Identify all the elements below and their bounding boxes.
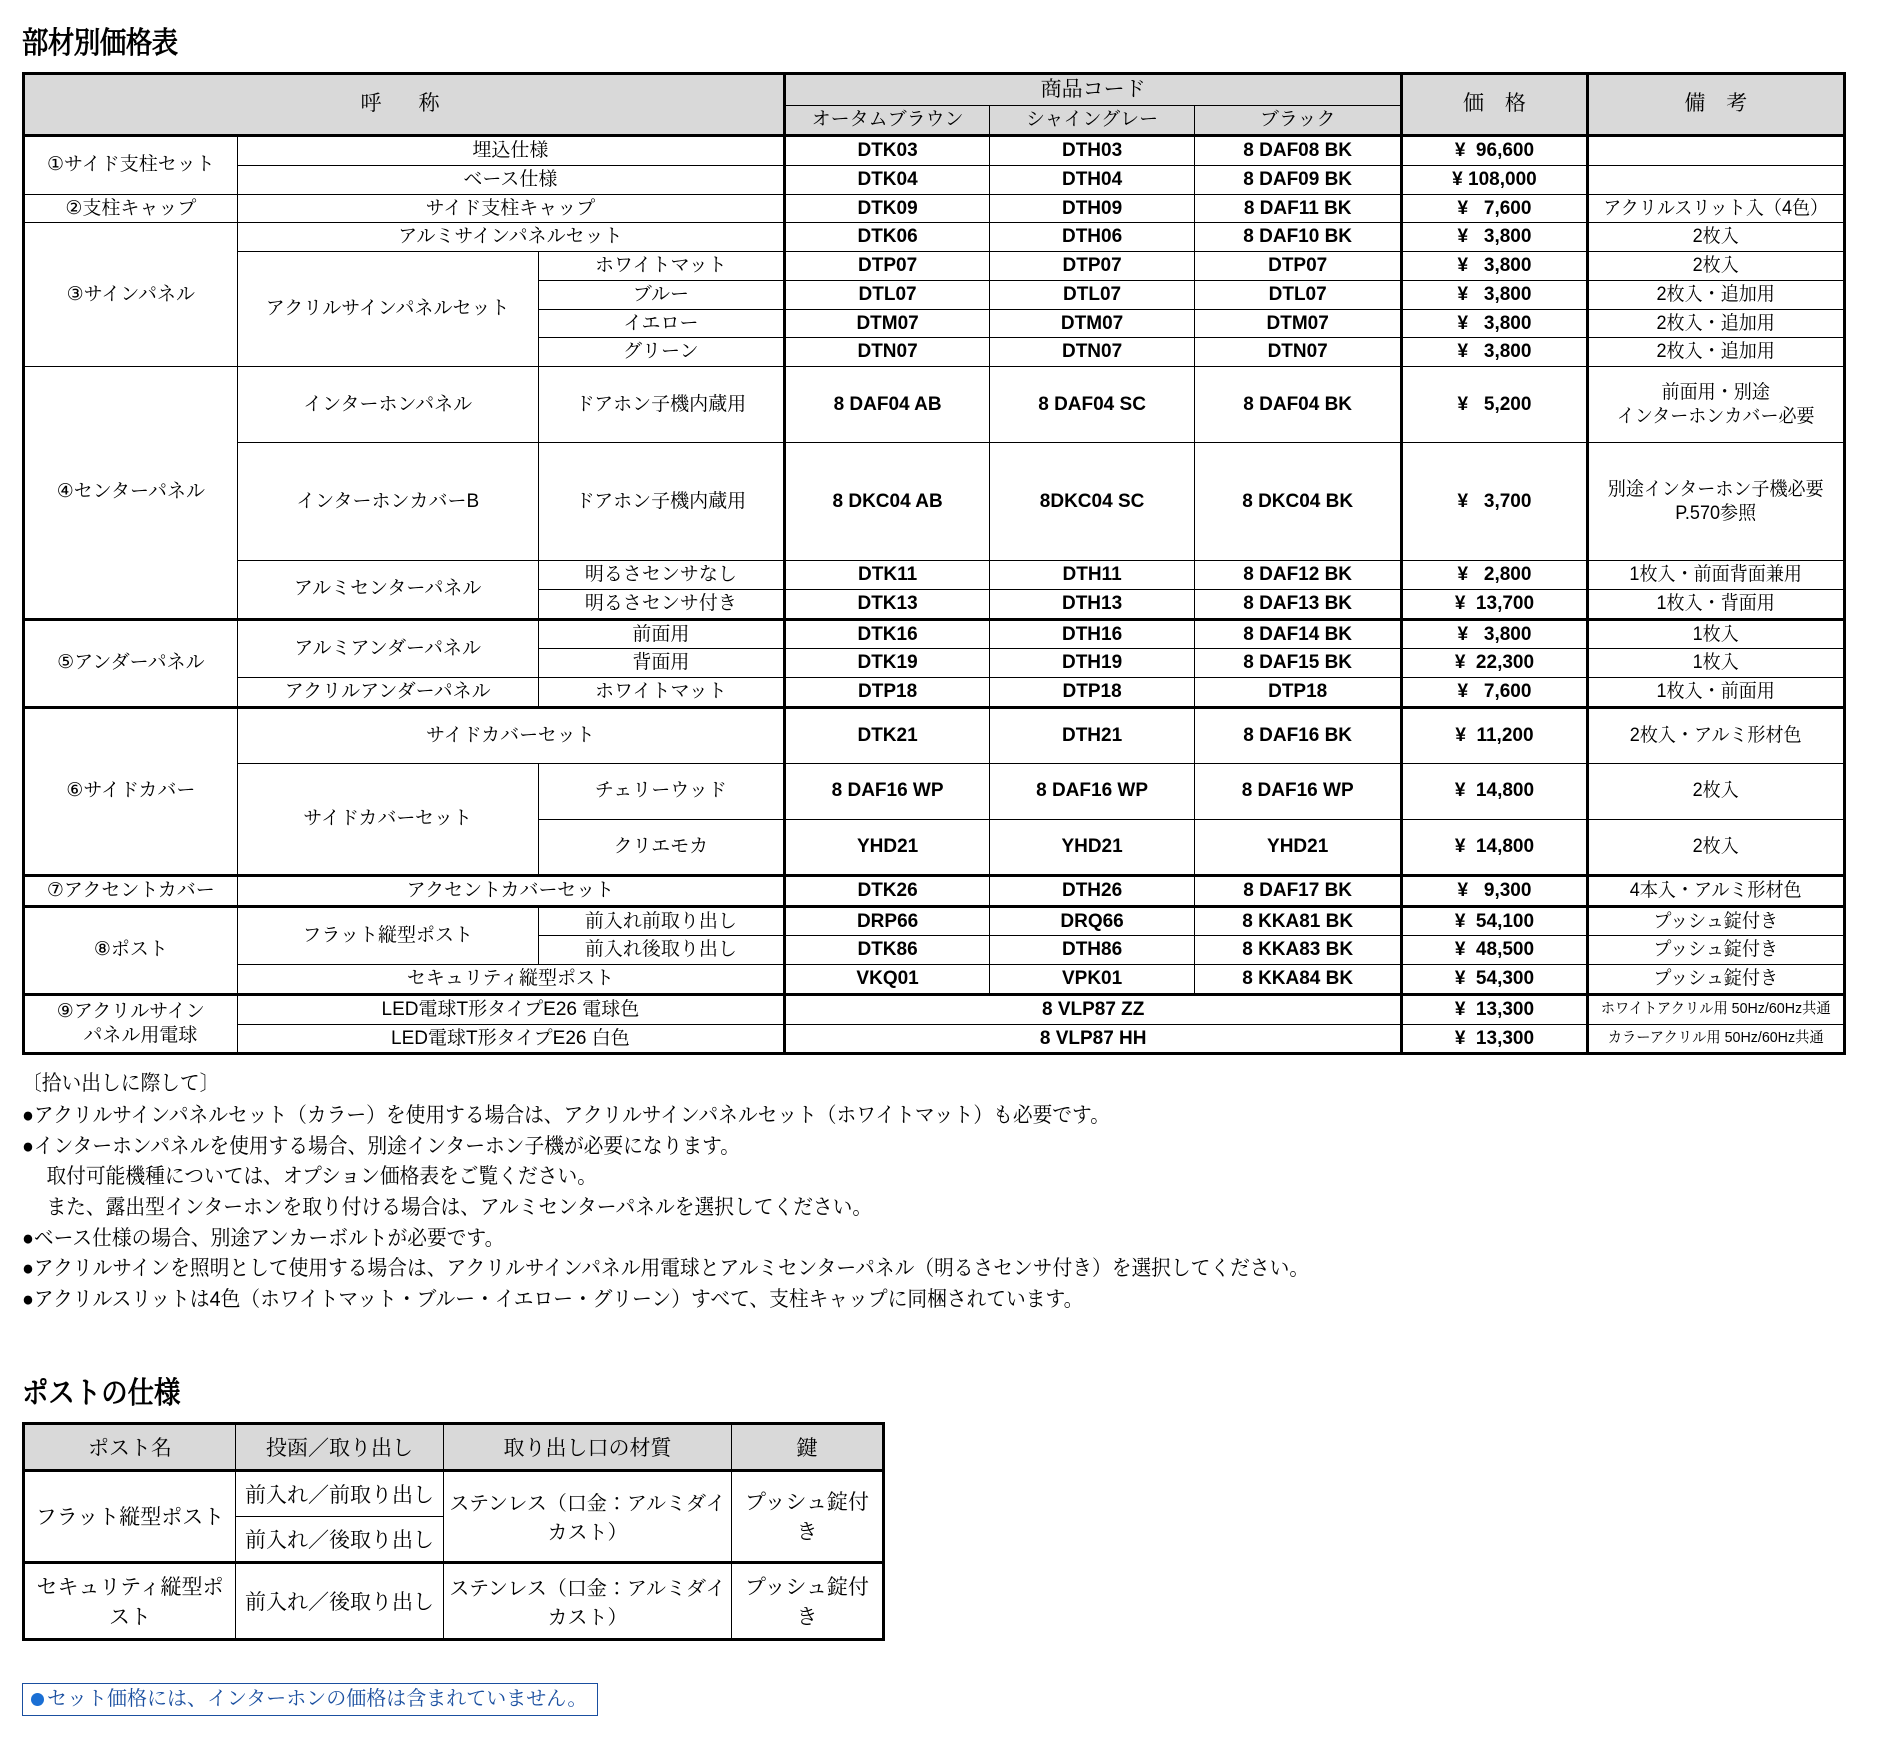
code-autumn-brown: DTM07	[785, 309, 990, 338]
remark-line-1: 別途インターホン子機必要	[1607, 478, 1824, 500]
variant-label: ベース仕様	[237, 165, 784, 194]
page-title: 部材別価格表	[22, 27, 178, 60]
code-autumn-brown: 8 DAF16 WP	[785, 763, 990, 819]
note-item: 取付可能機種については、オプション価格表をご覧ください。	[46, 1165, 597, 1189]
variant-label: 明るさセンサ付き	[538, 589, 784, 619]
note-item: ●アクリルサインパネルセット（カラー）を使用する場合は、アクリルサインパネルセット（ホワイトマット）も必要です。	[22, 1103, 1110, 1127]
price-value: ¥ 14,800	[1402, 819, 1587, 875]
notes-lead: 〔拾い出しに際して〕	[22, 1072, 220, 1096]
code-autumn-brown: DTK13	[785, 589, 990, 619]
variant-label: 前入れ後取り出し	[538, 936, 784, 965]
code-shine-gray: DTH04	[990, 165, 1195, 194]
code-shine-gray: DTP07	[990, 252, 1195, 281]
code-shine-gray: DTH19	[990, 649, 1195, 678]
table-row	[24, 136, 1845, 166]
code-autumn-brown: DTK09	[785, 194, 990, 223]
remark-value: 1枚入	[1594, 619, 1839, 649]
variant-label: アクセントカバーセット	[237, 875, 784, 906]
header-post-name: ポスト名	[24, 1423, 236, 1470]
remark-value: 1枚入・前面用	[1594, 678, 1839, 708]
post-in-out: 前入れ／後取り出し	[236, 1562, 444, 1639]
code-shine-gray: DTH09	[990, 194, 1195, 223]
code-autumn-brown: DTK03	[785, 136, 990, 166]
code-black: 8 DAF11 BK	[1195, 194, 1402, 223]
code-shine-gray: YHD21	[990, 819, 1195, 875]
callout-text: セット価格には、インターホンの価格は含まれていません。	[47, 1687, 588, 1710]
group-label: ⑦アクセントカバー	[24, 875, 238, 906]
group-label	[24, 994, 238, 1054]
code-autumn-brown: DTK21	[785, 707, 990, 763]
code-autumn-brown: DTK19	[785, 649, 990, 678]
code-autumn-brown: DRP66	[785, 906, 990, 936]
code-shine-gray: 8 DAF16 WP	[990, 763, 1195, 819]
post-key: プッシュ錠付き	[732, 1470, 884, 1562]
code-black: 8 DAF08 BK	[1195, 136, 1402, 166]
remark-value: プッシュ錠付き	[1594, 936, 1839, 965]
code-autumn-brown: DTP18	[785, 678, 990, 708]
price-value: ¥ 3,800	[1402, 280, 1587, 309]
note-item: ●アクリルスリットは4色（ホワイトマット・ブルー・イエロー・グリーン）すべて、支柱キャップに同梱されています。	[22, 1287, 1084, 1311]
code-autumn-brown: 8 DKC04 AB	[785, 443, 990, 561]
group-label: ④センターパネル	[24, 367, 238, 620]
table-row	[24, 994, 1845, 1024]
remark-value: 2枚入	[1594, 819, 1839, 875]
note-item: ●アクリルサインを照明として使用する場合は、アクリルサインパネル用電球とアルミセンターパネル（明るさセンサ付き）を選択してください。	[22, 1257, 1310, 1281]
remark-value: 2枚入	[1594, 223, 1839, 252]
price-value: ¥ 2,800	[1402, 561, 1587, 590]
subgroup-label: アルミセンターパネル	[237, 561, 538, 620]
price-value: ¥ 7,600	[1402, 678, 1587, 708]
code-autumn-brown: 8 DAF04 AB	[785, 367, 990, 443]
code-autumn-brown: DTK86	[785, 936, 990, 965]
code-black: 8 KKA81 BK	[1195, 906, 1402, 936]
code-all-colors: 8 VLP87 HH	[785, 1024, 1402, 1054]
code-shine-gray: DTH11	[990, 561, 1195, 590]
code-shine-gray: DTP18	[990, 678, 1195, 708]
group-label: ②支柱キャップ	[24, 194, 238, 223]
price-value: ¥ 48,500	[1402, 936, 1587, 965]
remark-value: 2枚入・追加用	[1594, 280, 1839, 309]
code-black: 8 DAF16 BK	[1195, 707, 1402, 763]
code-autumn-brown: DTL07	[785, 280, 990, 309]
post-key: プッシュ錠付き	[732, 1562, 884, 1639]
remark-value: 2枚入・追加用	[1594, 338, 1839, 367]
code-shine-gray: 8 DAF04 SC	[990, 367, 1195, 443]
variant-label: LED電球T形タイプE26 電球色	[237, 994, 784, 1024]
table-row	[24, 965, 1845, 995]
code-autumn-brown: DTK11	[785, 561, 990, 590]
post-in-out: 前入れ／後取り出し	[236, 1516, 444, 1562]
variant-label: クリエモカ	[538, 819, 784, 875]
remark-value: 2枚入	[1594, 763, 1839, 819]
subgroup-label: サイドカバーセット	[237, 763, 538, 875]
price-value: ¥ 9,300	[1402, 875, 1587, 906]
code-shine-gray: 8DKC04 SC	[990, 443, 1195, 561]
table-header-row-1	[24, 74, 1845, 106]
code-autumn-brown: VKQ01	[785, 965, 990, 995]
variant-label: ドアホン子機内蔵用	[538, 443, 784, 561]
group-label: ⑤アンダーパネル	[24, 619, 238, 707]
code-black: 8 DAF17 BK	[1195, 875, 1402, 906]
remark-value: 2枚入	[1594, 252, 1839, 281]
remark-value: 1枚入	[1594, 649, 1839, 678]
post-spec-title: ポストの仕様	[22, 1376, 181, 1410]
code-black: 8 DAF15 BK	[1195, 649, 1402, 678]
header-key: 鍵	[732, 1423, 884, 1470]
code-shine-gray: DTM07	[990, 309, 1195, 338]
code-shine-gray: DTH21	[990, 707, 1195, 763]
remark-line-1: 前面用・別途	[1661, 381, 1770, 403]
post-name: フラット縦型ポスト	[24, 1470, 236, 1562]
post-name: セキュリティ縦型ポスト	[24, 1562, 236, 1639]
price-value: ¥ 3,800	[1402, 309, 1587, 338]
remark-value: アクリルスリット入（4色）	[1594, 194, 1839, 223]
remark-line-2: P.570参照	[1675, 502, 1757, 524]
remark-value: 2枚入・追加用	[1594, 309, 1839, 338]
code-shine-gray: DRQ66	[990, 906, 1195, 936]
code-shine-gray: VPK01	[990, 965, 1195, 995]
code-shine-gray: DTH03	[990, 136, 1195, 166]
remark-value: 1枚入・前面背面兼用	[1594, 561, 1839, 590]
table-row	[24, 906, 1845, 936]
header-color-autumn-brown: オータムブラウン	[785, 106, 990, 136]
header-remark: 備 考	[1587, 74, 1844, 136]
remark-value	[1594, 443, 1839, 561]
post-material: ステンレス（口金：アルミダイカスト）	[444, 1562, 732, 1639]
remark-value: ホワイトアクリル用 50Hz/60Hz共通	[1594, 994, 1839, 1024]
header-color-shine-gray: シャイングレー	[990, 106, 1195, 136]
subgroup-label: インターホンパネル	[237, 367, 538, 443]
notes-block	[22, 1069, 1761, 1315]
code-shine-gray: DTN07	[990, 338, 1195, 367]
code-black: 8 DAF13 BK	[1195, 589, 1402, 619]
code-black: 8 DAF09 BK	[1195, 165, 1402, 194]
code-autumn-brown: DTK26	[785, 875, 990, 906]
price-value: ¥ 22,300	[1402, 649, 1587, 678]
price-value: ¥ 11,200	[1402, 707, 1587, 763]
bullet-dot-icon	[31, 1693, 44, 1706]
post-spec-table	[22, 1422, 885, 1641]
code-black: 8 DAF16 WP	[1195, 763, 1402, 819]
variant-label: 明るさセンサなし	[538, 561, 784, 590]
header-in-out: 投函／取り出し	[236, 1423, 444, 1470]
post-spec-row	[24, 1562, 884, 1639]
price-value: ¥ 3,800	[1402, 619, 1587, 649]
note-item: ●ベース仕様の場合、別途アンカーボルトが必要です。	[22, 1226, 505, 1250]
code-black: DTN07	[1195, 338, 1402, 367]
remark-line-2: インターホンカバー必要	[1616, 405, 1815, 427]
code-black: DTL07	[1195, 280, 1402, 309]
code-black: 8 KKA83 BK	[1195, 936, 1402, 965]
variant-label: サイドカバーセット	[237, 707, 784, 763]
subgroup-label: アクリルサインパネルセット	[237, 252, 538, 367]
table-row	[24, 561, 1845, 590]
code-black: 8 DAF14 BK	[1195, 619, 1402, 649]
post-material: ステンレス（口金：アルミダイカスト）	[444, 1470, 732, 1562]
post-in-out: 前入れ／前取り出し	[236, 1470, 444, 1516]
code-black: 8 DAF12 BK	[1195, 561, 1402, 590]
header-product-code: 商品コード	[785, 74, 1402, 106]
subgroup-label: アクリルアンダーパネル	[237, 678, 538, 708]
code-autumn-brown: YHD21	[785, 819, 990, 875]
group-label: ③サインパネル	[24, 223, 238, 367]
header-name: 呼 称	[24, 74, 785, 136]
table-row	[24, 223, 1845, 252]
code-shine-gray: DTH06	[990, 223, 1195, 252]
table-row	[24, 194, 1845, 223]
variant-label: ドアホン子機内蔵用	[538, 367, 784, 443]
variant-label: 前面用	[538, 619, 784, 649]
header-price: 価 格	[1402, 74, 1587, 136]
variant-label: 埋込仕様	[237, 136, 784, 166]
code-autumn-brown: DTK04	[785, 165, 990, 194]
code-black: DTP07	[1195, 252, 1402, 281]
price-value: ¥ 3,700	[1402, 443, 1587, 561]
code-black: DTP18	[1195, 678, 1402, 708]
remark-value	[1594, 165, 1839, 194]
variant-label: 前入れ前取り出し	[538, 906, 784, 936]
price-value: ¥ 13,300	[1402, 994, 1587, 1024]
variant-label: アルミサインパネルセット	[237, 223, 784, 252]
price-value: ¥ 3,800	[1402, 252, 1587, 281]
set-price-callout	[22, 1683, 598, 1716]
code-black: DTM07	[1195, 309, 1402, 338]
remark-value: 2枚入・アルミ形材色	[1594, 707, 1839, 763]
code-black: 8 DAF10 BK	[1195, 223, 1402, 252]
price-value: ¥ 54,300	[1402, 965, 1587, 995]
table-row	[24, 443, 1845, 561]
price-value: ¥ 14,800	[1402, 763, 1587, 819]
remark-value: プッシュ錠付き	[1594, 906, 1839, 936]
table-row	[24, 367, 1845, 443]
group-line-2: パネル用電球	[64, 1025, 198, 1046]
code-shine-gray: DTH26	[990, 875, 1195, 906]
code-autumn-brown: DTK06	[785, 223, 990, 252]
code-shine-gray: DTH13	[990, 589, 1195, 619]
subgroup-label: フラット縦型ポスト	[237, 906, 538, 965]
post-spec-header-row	[24, 1423, 884, 1470]
variant-label: グリーン	[538, 338, 784, 367]
variant-label: サイド支柱キャップ	[237, 194, 784, 223]
table-row	[24, 165, 1845, 194]
code-shine-gray: DTH86	[990, 936, 1195, 965]
remark-value	[1594, 136, 1839, 166]
subgroup-label: インターホンカバーB	[237, 443, 538, 561]
header-color-black: ブラック	[1195, 106, 1402, 136]
subgroup-label: アルミアンダーパネル	[237, 619, 538, 678]
remark-value: プッシュ錠付き	[1594, 965, 1839, 995]
code-shine-gray: DTL07	[990, 280, 1195, 309]
variant-label: チェリーウッド	[538, 763, 784, 819]
code-black: 8 KKA84 BK	[1195, 965, 1402, 995]
code-autumn-brown: DTN07	[785, 338, 990, 367]
post-spec-row	[24, 1470, 884, 1516]
variant-label: 背面用	[538, 649, 784, 678]
group-label: ⑧ポスト	[24, 906, 238, 994]
table-row	[24, 707, 1845, 763]
price-value: ¥ 3,800	[1402, 338, 1587, 367]
table-row	[24, 875, 1845, 906]
price-value: ¥ 108,000	[1402, 165, 1587, 194]
price-value: ¥ 5,200	[1402, 367, 1587, 443]
code-autumn-brown: DTK16	[785, 619, 990, 649]
variant-label: イエロー	[538, 309, 784, 338]
price-value: ¥ 96,600	[1402, 136, 1587, 166]
header-material: 取り出し口の材質	[444, 1423, 732, 1470]
group-line-1: ⑨アクリルサイン	[56, 1001, 205, 1023]
code-shine-gray: DTH16	[990, 619, 1195, 649]
note-item: ●インターホンパネルを使用する場合、別途インターホン子機が必要になります。	[22, 1134, 741, 1158]
price-value: ¥ 3,800	[1402, 223, 1587, 252]
variant-label: ホワイトマット	[538, 252, 784, 281]
code-all-colors: 8 VLP87 ZZ	[785, 994, 1402, 1024]
price-value: ¥ 54,100	[1402, 906, 1587, 936]
group-label: ⑥サイドカバー	[24, 707, 238, 875]
parts-price-table	[22, 72, 1846, 1055]
variant-label: セキュリティ縦型ポスト	[237, 965, 784, 995]
price-value: ¥ 13,300	[1402, 1024, 1587, 1054]
table-row	[24, 763, 1845, 819]
table-row	[24, 1024, 1845, 1054]
price-value: ¥ 13,700	[1402, 589, 1587, 619]
code-black: 8 DKC04 BK	[1195, 443, 1402, 561]
remark-value: 1枚入・背面用	[1594, 589, 1839, 619]
code-autumn-brown: DTP07	[785, 252, 990, 281]
price-value: ¥ 7,600	[1402, 194, 1587, 223]
variant-label: ホワイトマット	[538, 678, 784, 708]
group-label: ①サイド支柱セット	[24, 136, 238, 195]
table-row	[24, 252, 1845, 281]
variant-label: LED電球T形タイプE26 白色	[237, 1024, 784, 1054]
note-item: また、露出型インターホンを取り付ける場合は、アルミセンターパネルを選択してください。	[46, 1195, 873, 1219]
remark-value	[1594, 367, 1839, 443]
code-black: YHD21	[1195, 819, 1402, 875]
variant-label: ブルー	[538, 280, 784, 309]
remark-value: カラーアクリル用 50Hz/60Hz共通	[1594, 1024, 1839, 1054]
table-row	[24, 678, 1845, 708]
table-row	[24, 619, 1845, 649]
remark-value: 4本入・アルミ形材色	[1594, 875, 1839, 906]
code-black: 8 DAF04 BK	[1195, 367, 1402, 443]
